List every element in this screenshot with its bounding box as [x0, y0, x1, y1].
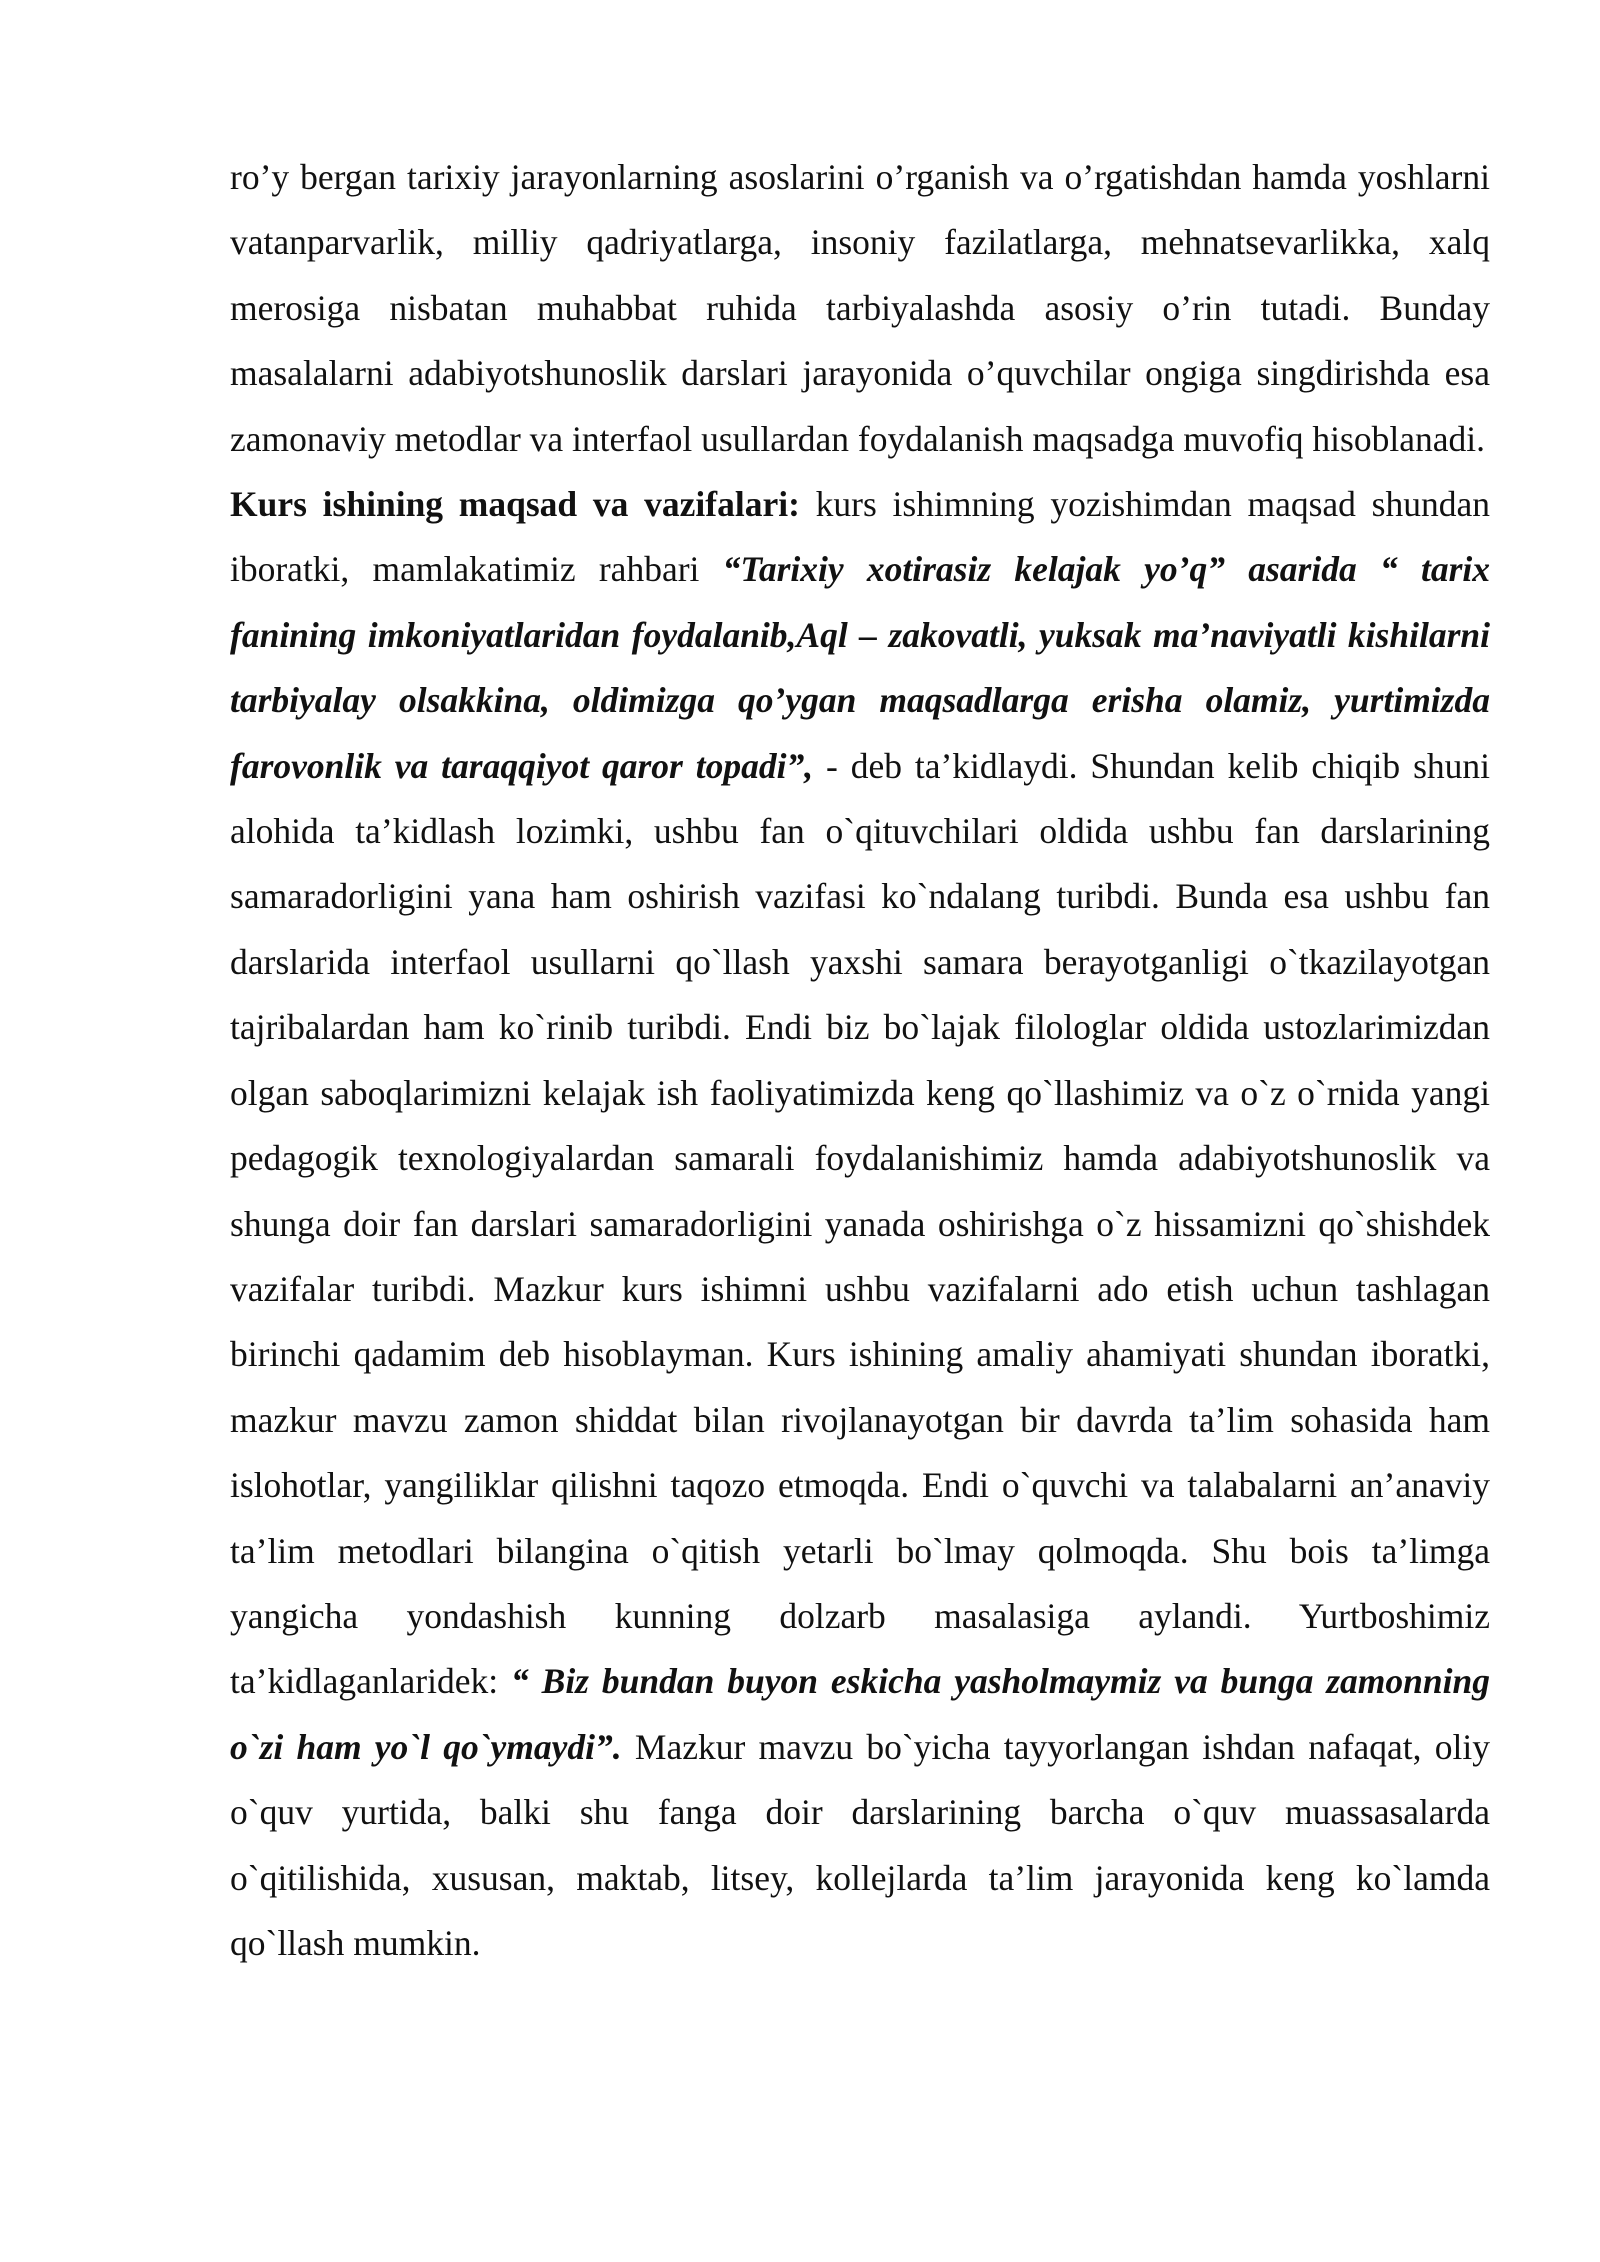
body-text: Mazkur mavzu bo`yicha tayyorlangan ishdan nafaqat, oliy o`quv yurtida, balki shu fanga doir darslarining barcha o`quv muassasalarda o`qitilishida, xususan, maktab, litsey, kollejlarda ta’lim jarayonida keng ko`lamda qo`llash mumkin. — [230, 1726, 1490, 1963]
paragraph-goals — [230, 472, 1490, 1976]
quote-president-book: “Tarixiy xotirasiz kelajak yo’q” asarida “ tarix fanining imkoniyatlaridan foydalanib,Aql – zakovatli, yuksak ma’naviyatli kishilarni tarbiyalay olsakkina, oldimizga qo’ygan maqsadlarga erisha olamiz, yurtimizda farovonlik va taraqqiyot qaror topadi”, — [230, 549, 1490, 786]
paragraph-intro: ro’y bergan tarixiy jarayonlarning asoslarini o’rganish va o’rgatishdan hamda yoshlarni vatanparvarlik, milliy qadriyatlarga, insoniy fazilatlarga, mehnatsevarlikka, xalq merosiga nisbatan muhabbat ruhida tarbiyalashda asosiy o’rin tutadi. Bunday masalalarni adabiyotshunoslik darslari jarayonida o’quvchilar ongiga singdirishda esa zamonaviy metodlar va interfaol usullardan foydalanish maqsadga muvofiq hisoblanadi. — [230, 157, 1490, 459]
section-heading: Kurs ishining maqsad va vazifalari: — [230, 484, 800, 525]
document-page — [230, 145, 1490, 1976]
body-text: - deb ta’kidlaydi. Shundan kelib chiqib shuni alohida ta’kidlash lozimki, ushbu fan o`qituvchilari oldida ushbu fan darslarining samaradorligini yana ham oshirish vazifasi ko`ndalang turibdi. Bunda esa ushbu fan darslarida interfaol usullarni qo`llash yaxshi samara berayotganligi o`tkazilayotgan tajribalardan ham ko`rinib turibdi. Endi biz bo`lajak filologlar oldida ustozlarimizdan olgan saboqlarimizni kelajak ish faoliyatimizda keng qo`llashimiz va o`z o`rnida yangi pedagogik texnologiyalardan samarali foydalanishimiz hamda adabiyotshunoslik va shunga doir fan darslari samaradorligini yanada oshirishga o`z hissamizni qo`shishdek vazifalar turibdi. Mazkur kurs ishimni ushbu vazifalarni ado etish uchun tashlagan birinchi qadamim deb hisoblayman. Kurs ishining amaliy ahamiyati shundan iboratki, mazkur mavzu zamon shiddat bilan rivojlanayotgan bir davrda ta’lim sohasida ham islohotlar, yangiliklar qilishni taqozo etmoqda. Endi o`quvchi va talabalarni an’anaviy ta’lim metodlari bilangina o`qitish yetarli bo`lmay qolmoqda. Shu bois ta’limga yangicha yondashish kunning dolzarb masalasiga aylandi. Yurtboshimiz ta’kidlaganlaridek: — [230, 745, 1490, 1702]
quote-president-speech: “ Biz bundan buyon eskicha yasholmaymiz va bunga zamonning o`zi ham yo`l qo`ymaydi”. — [230, 1661, 1490, 1767]
body-text: kurs ishimning yozishimdan maqsad shundan iboratki, mamlakatimiz rahbari — [230, 484, 1490, 590]
